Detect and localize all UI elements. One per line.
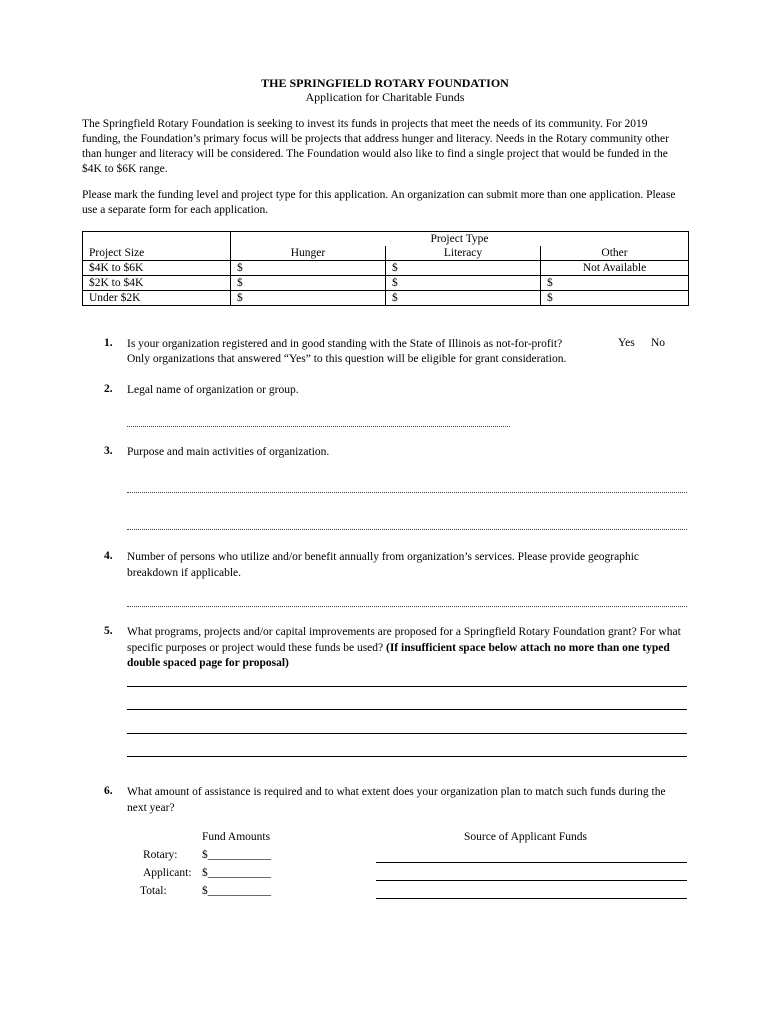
question-3-text: Purpose and main activities of organization. [127,446,330,458]
applicant-source-line[interactable] [376,880,687,881]
question-6-text: What amount of assistance is required and to what extent does your organization plan to match such funds during the next year? [127,786,666,814]
instructions-paragraph: Please mark the funding level and project type for this application. An organization can submit more than one application. Please use a separate form for each application. [82,189,676,216]
project-size-header: Project Size [83,246,231,261]
table-header-row [83,232,689,247]
question-4-text: Number of persons who utilize and/or benefit annually from organization’s services. Please provide geographic breakdown if applicable. [127,551,640,579]
table-row [83,261,689,276]
total-amount-field[interactable]: $___________ [202,885,271,897]
project-type-header: Project Type [231,232,689,247]
other-cell[interactable]: $ [541,276,689,291]
total-label: Total: [140,885,167,897]
no-option[interactable]: No [651,337,666,349]
question-2-text: Legal name of organization or group. [127,384,299,396]
question-number: 3. [104,445,113,457]
question-number: 5. [104,625,113,637]
question-5-text [127,625,687,672]
literacy-header: Literacy [386,246,541,261]
answer-line[interactable] [127,733,687,734]
answer-line[interactable] [127,426,510,427]
form-subtitle: Application for Charitable Funds [305,90,465,104]
total-source-line[interactable] [376,898,687,899]
question-1-text: Is your organization registered and in good standing with the State of Illinois as not-for-profit? [127,338,563,350]
hunger-cell[interactable]: $ [231,276,386,291]
question-number: 4. [104,550,113,562]
other-cell: Not Available [541,261,689,276]
question-1-note: Only organizations that answered “Yes” to this question will be eligible for grant consideration. [127,353,567,365]
source-funds-header: Source of Applicant Funds [464,831,587,843]
hunger-cell[interactable]: $ [231,291,386,306]
intro-paragraph: The Springfield Rotary Foundation is seeking to invest its funds in projects that meet the needs of its community. For 2019 funding, the Foundation’s primary focus will be projects that address hunger and literacy. Needs in the Rotary community other than hunger and literacy will be considered. The Foundation would also like to find a single project that would be funded in the $4K to $6K range. [82,118,669,175]
hunger-header: Hunger [231,246,386,261]
question-5-bold-note: (If insufficient space below attach no more than one typed double spaced page for proposal) [127,641,670,669]
answer-line[interactable] [127,606,687,607]
question-number: 1. [104,337,113,349]
size-cell: $4K to $6K [83,261,231,276]
table-corner-cell [83,232,231,247]
yes-option[interactable]: Yes [618,337,635,349]
fund-amounts-header: Fund Amounts [202,831,271,843]
answer-line[interactable] [127,709,687,710]
answer-line[interactable] [127,492,687,493]
form-title: THE SPRINGFIELD ROTARY FOUNDATION [261,76,509,90]
project-table [82,231,689,306]
hunger-cell[interactable]: $ [231,261,386,276]
question-number: 2. [104,383,113,395]
size-cell: Under $2K [83,291,231,306]
question-5-body: What programs, projects and/or capital improvements are proposed for a Springfield Rotary Foundation grant? For what specific purposes or project would these funds be used? [127,626,681,654]
table-row [83,276,689,291]
rotary-source-line[interactable] [376,862,687,863]
answer-line[interactable] [127,529,687,530]
literacy-cell[interactable]: $ [386,291,541,306]
table-subheader-row [83,246,689,261]
applicant-amount-field[interactable]: $___________ [202,867,271,879]
rotary-label: Rotary: [143,849,178,861]
literacy-cell[interactable]: $ [386,261,541,276]
answer-line[interactable] [127,756,687,757]
table-row [83,291,689,306]
applicant-label: Applicant: [143,867,192,879]
rotary-amount-field[interactable]: $___________ [202,849,271,861]
other-header: Other [541,246,689,261]
question-number: 6. [104,785,113,797]
other-cell[interactable]: $ [541,291,689,306]
answer-line[interactable] [127,686,687,687]
literacy-cell[interactable]: $ [386,276,541,291]
size-cell: $2K to $4K [83,276,231,291]
